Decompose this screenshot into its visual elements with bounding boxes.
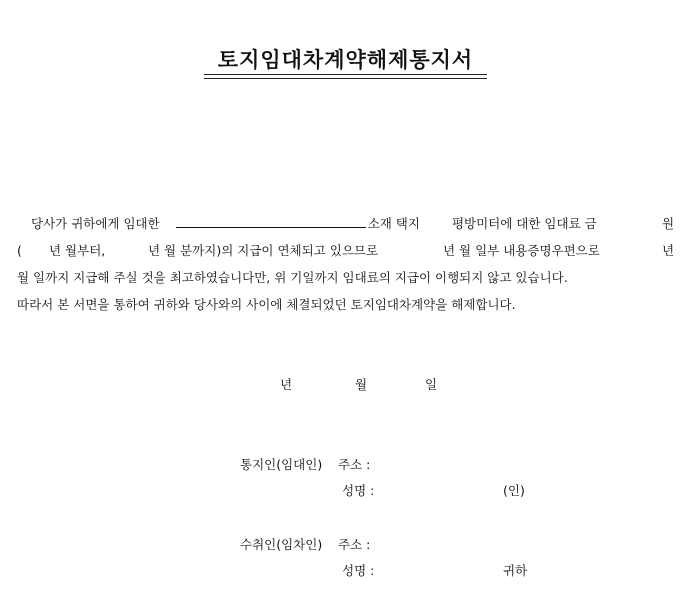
sender-seal: (인) [503,483,525,498]
sender-name-label: 성명 : [342,483,375,498]
sender-address-label: 주소 : [338,457,371,472]
document-title: 토지임대차계약해제통지서 [217,47,474,72]
recipient-role: 수취인(임차인) [240,537,323,552]
sender-role: 통지인(임대인) [240,457,323,472]
body-text-2c: 년 월 분까지)의 지급이 연체되고 있으므로 [148,243,379,258]
body-text-1d: 원 [662,216,675,231]
location-blank [176,215,366,228]
body-text-2a: ( [17,243,22,258]
body-text-2d: 년 월 일부 내용증명우편으로 [443,243,600,258]
date-year: 년 [280,377,293,392]
recipient-honorific: 귀하 [503,563,528,578]
title-underline [204,74,487,79]
date-month: 월 [355,377,368,392]
recipient-address-label: 주소 : [338,537,371,552]
body-line-4: 따라서 본 서면을 통하여 귀하와 당사와의 사이에 체결되었던 토지임대차계약을 해제합니다. [17,297,516,312]
body-line-3: 월 일까지 지급해 주실 것을 최고하였습니다만, 위 기일까지 임대료의 지급이 이행되지 않고 있습니다. [17,270,568,285]
recipient-name-label: 성명 : [342,563,375,578]
body-text-1c: 평방미터에 대한 임대료 금 [451,216,597,231]
date-day: 일 [425,377,438,392]
body-text-2b: 년 월부터, [49,243,106,258]
body-line-1 [31,210,597,237]
body-text-1a: 당사가 귀하에게 임대한 [31,216,160,231]
body-text-2e: 년 [662,243,675,258]
body-text-1b: 소재 택지 [367,216,420,231]
